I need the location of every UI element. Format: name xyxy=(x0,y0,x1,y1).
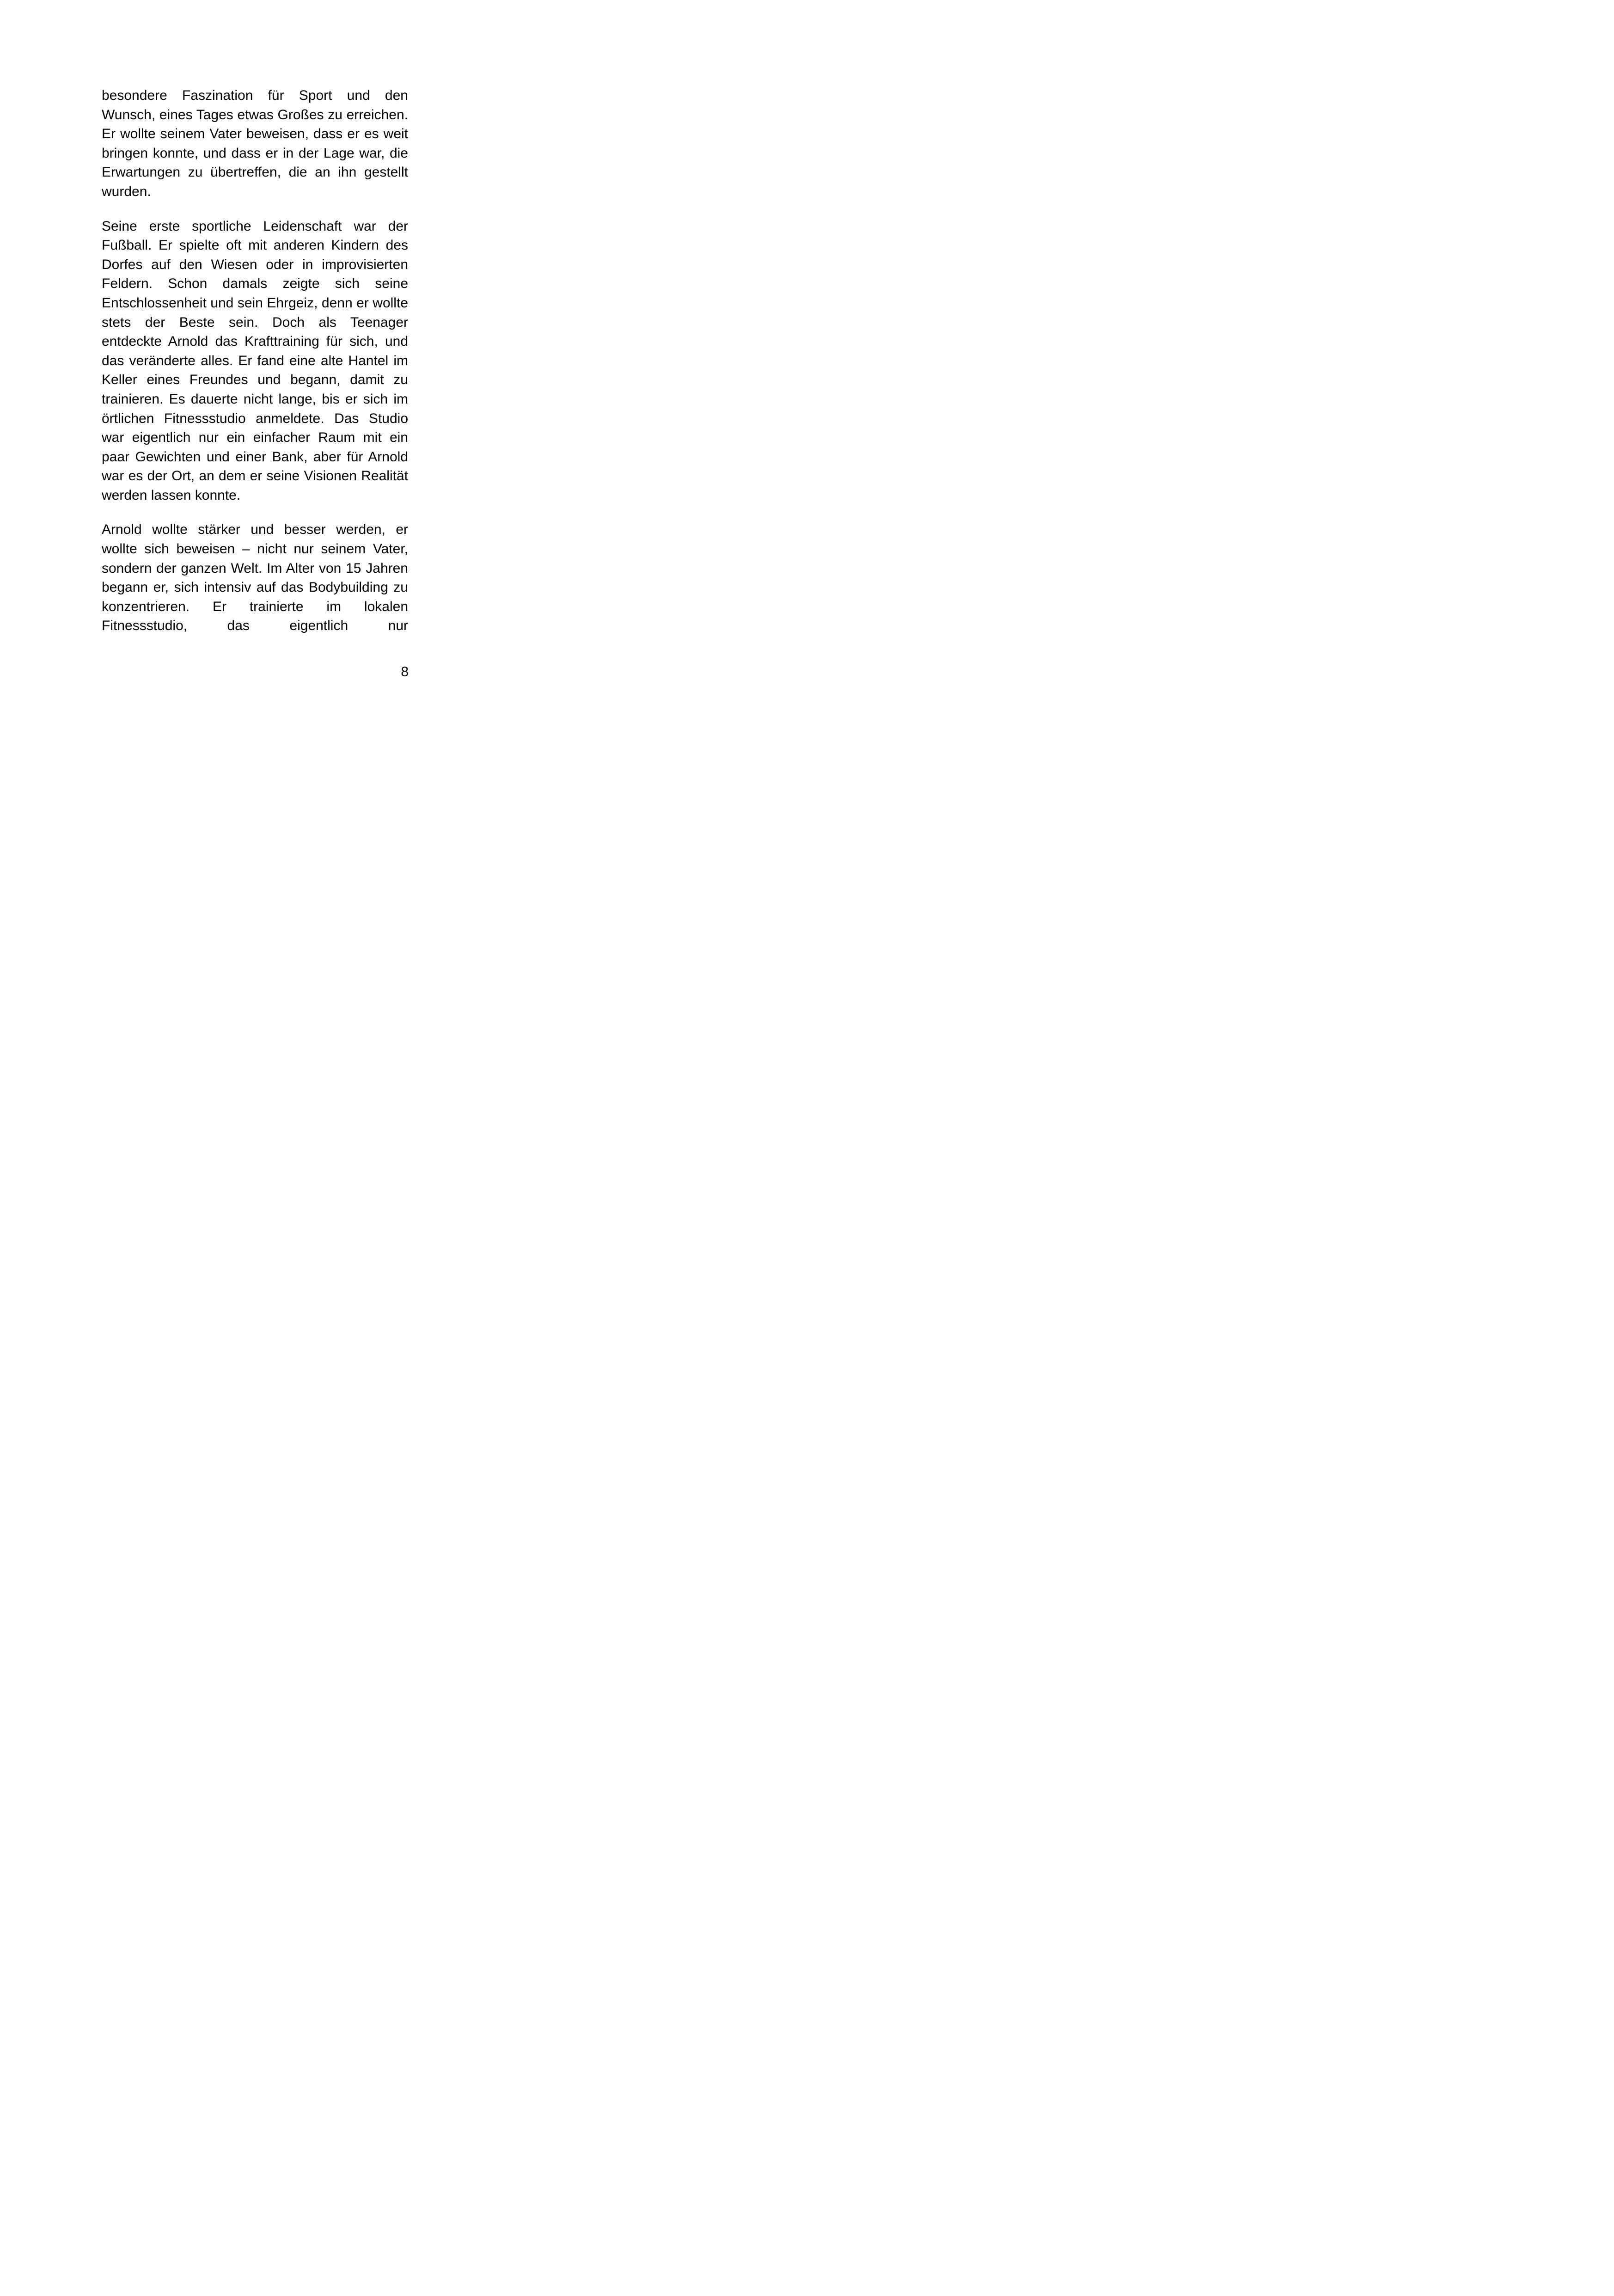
paragraph-2: Seine erste sportliche Leidenschaft war der Fußball. Er spielte oft mit anderen Kindern des Dorfes auf den Wiesen oder in improvisierten Feldern. Schon damals zeigte sich seine Entschlossenheit und sein Ehrgeiz, denn er wollte stets der Beste sein. Doch als Teenager entdeckte Arnold das Krafttraining für sich, und das veränderte alles. Er fand eine alte Hantel im Keller eines Freundes und begann, damit zu trainieren. Es dauerte nicht lange, bis er sich im örtlichen Fitnessstudio anmeldete. Das Studio war eigentlich nur ein einfacher Raum mit ein paar Gewichten und einer Bank, aber für Arnold war es der Ort, an dem er seine Visionen Realität werden lassen konnte. xyxy=(102,218,408,503)
document-page xyxy=(0,0,513,729)
paragraph-1: besondere Faszination für Sport und den Wunsch, eines Tages etwas Großes zu erreichen. Er wollte seinem Vater beweisen, dass er es weit bringen konnte, und dass er in der Lage war, die Erwartungen zu übertreffen, die an ihn gestellt wurden. xyxy=(102,88,408,199)
body-text xyxy=(102,86,408,636)
paragraph-3: Arnold wollte stärker und besser werden, er wollte sich beweisen – nicht nur seinem Vater, sondern der ganzen Welt. Im Alter von 15 Jahren begann er, sich intensiv auf das Bodybuilding zu konzentrieren. Er trainierte im lokalen Fitnessstudio, das eigentlich nur xyxy=(102,522,408,634)
page-number: 8 xyxy=(401,664,409,680)
